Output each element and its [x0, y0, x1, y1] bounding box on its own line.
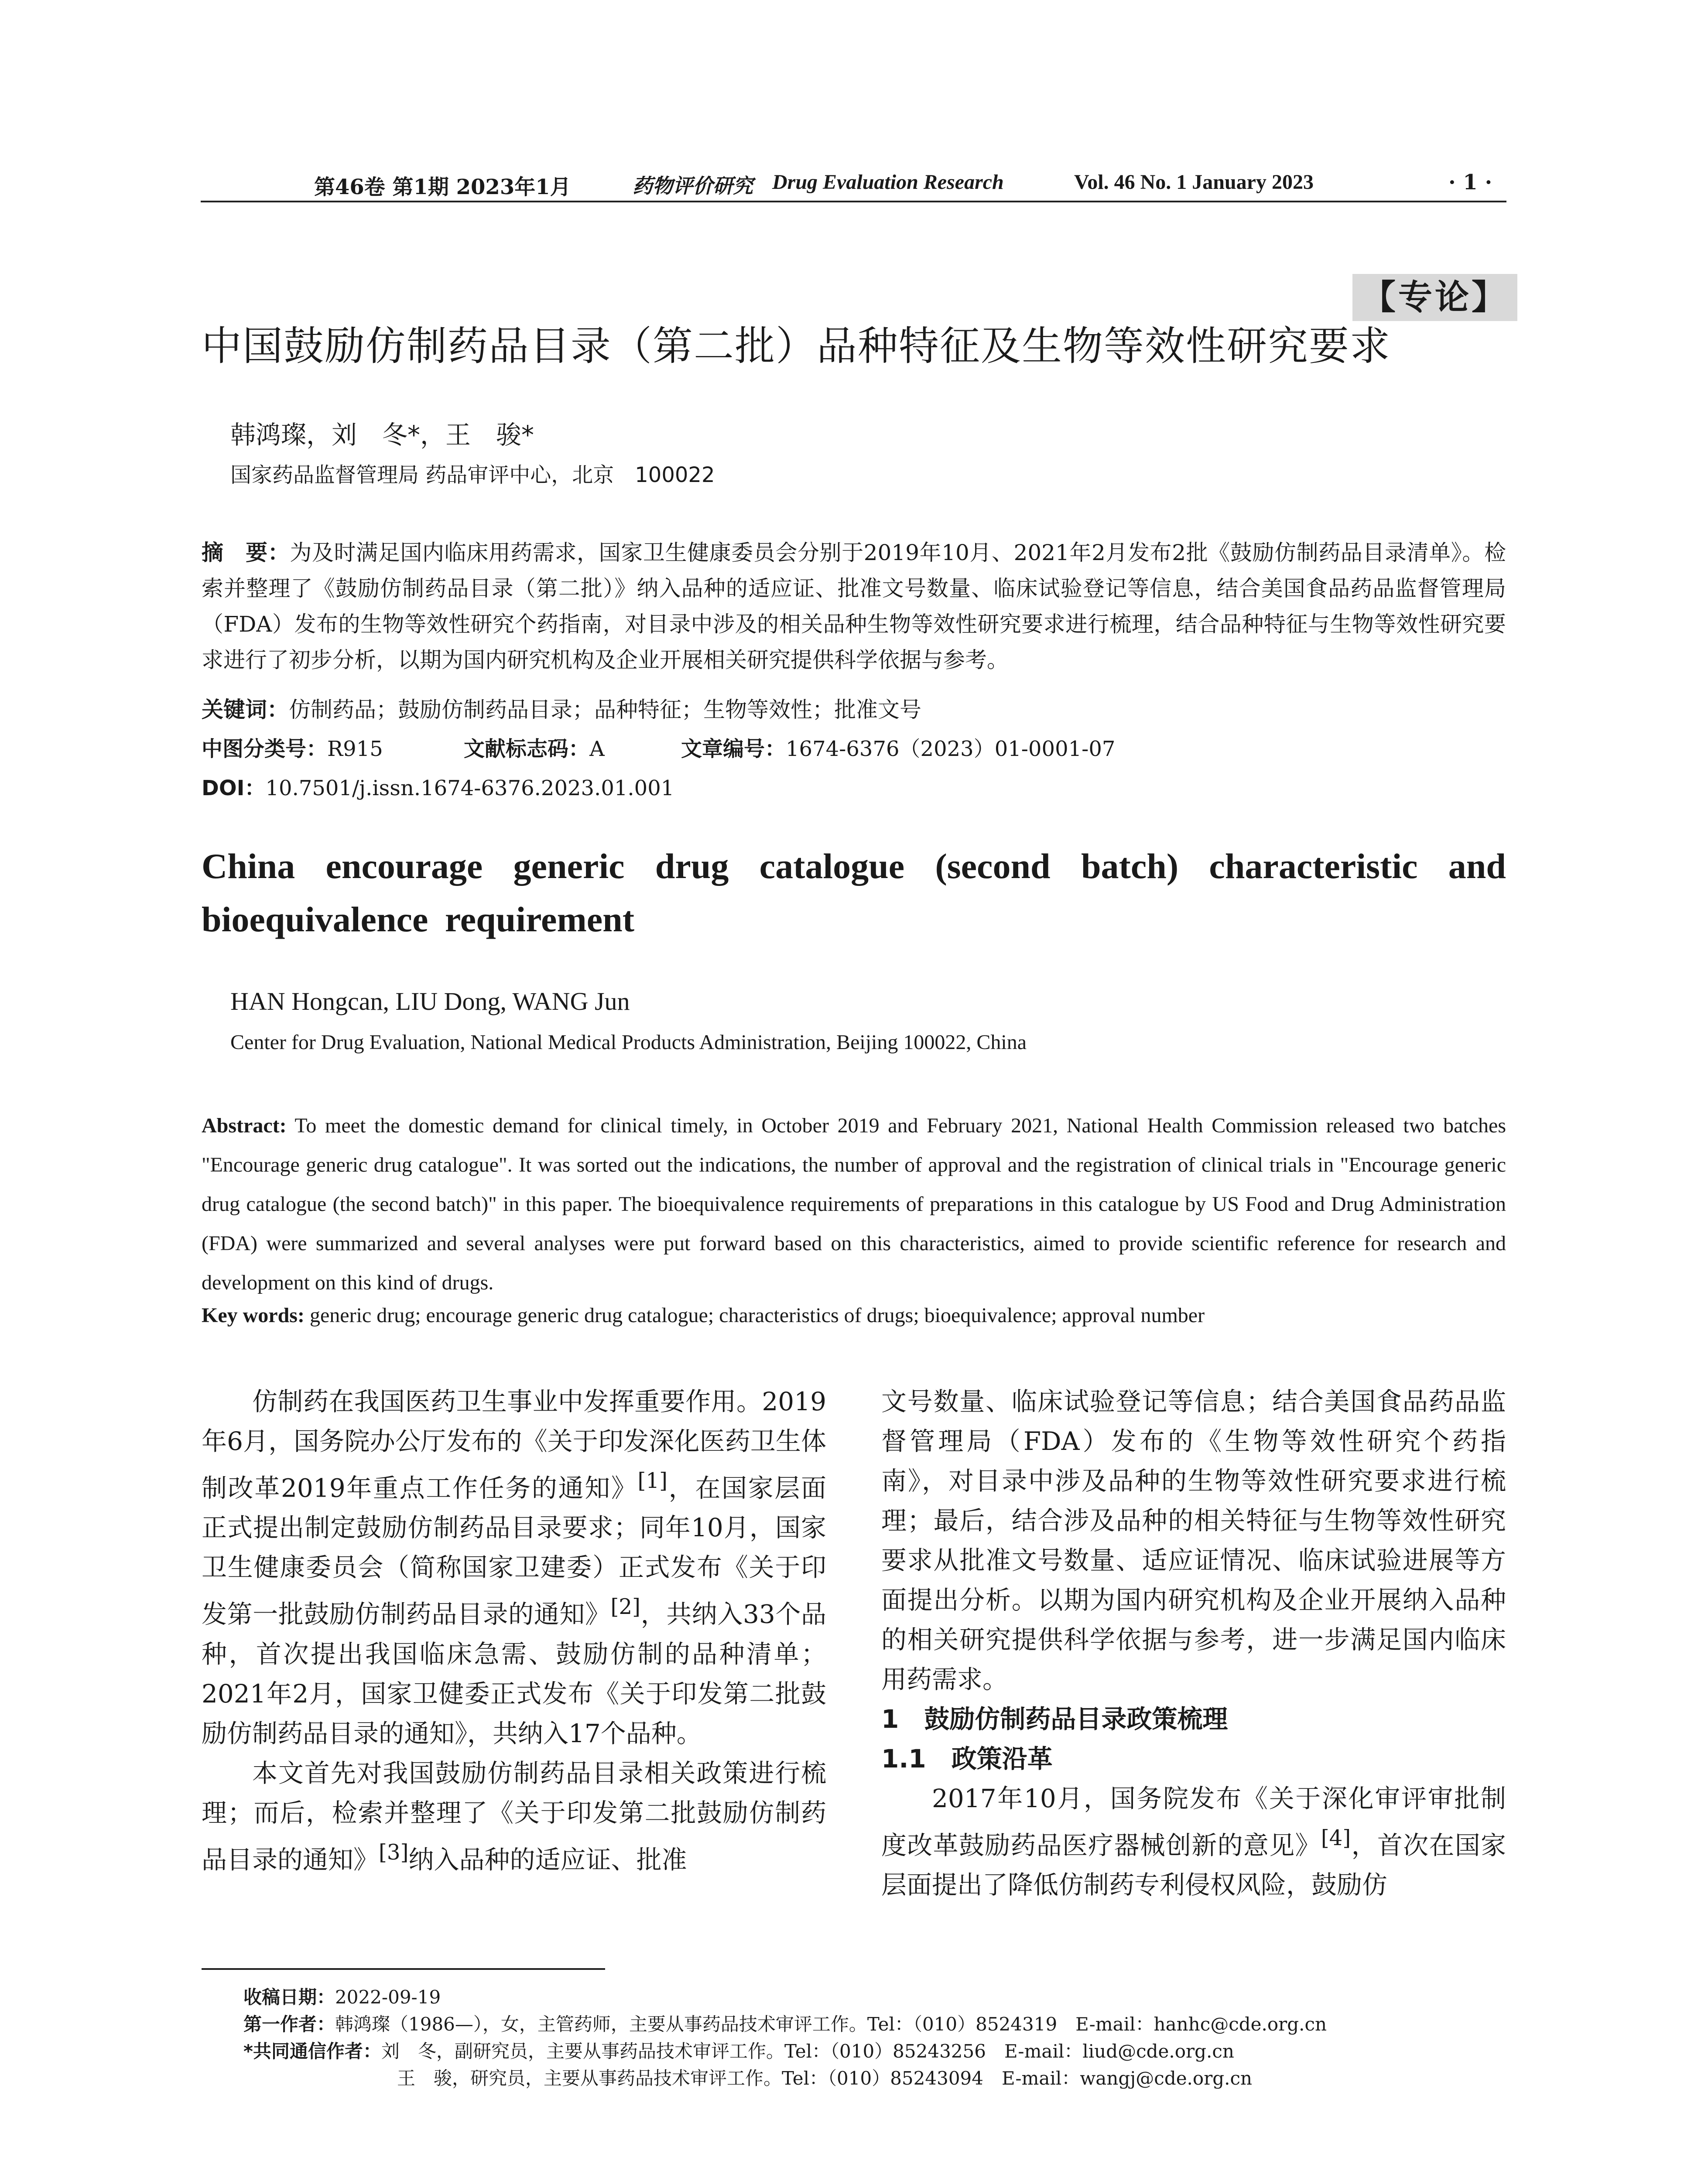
keywords-en-text: generic drug; encourage generic drug catalogue; characteristics of drugs; bioequivalence; approval number [309, 1304, 1205, 1327]
classification-line [202, 732, 1115, 762]
doc-code-value: A [589, 737, 605, 761]
doi-label: DOI： [202, 776, 266, 800]
footnote-rule [202, 1968, 605, 1970]
body-paragraph-3: 文号数量、临床试验登记等信息；结合美国食品药品监督管理局（FDA）发布的《生物等效性研究个药指南》，对目录中涉及品种的生物等效性研究要求进行梳理；最后，结合涉及品种的相关特征与生物等效性研究要求从批准文号数量、适应证情况、临床试验进展等方面提出分析。以期为国内研究机构及企业开展纳入品种的相关研究提供科学依据与参考，进一步满足国内临床用药需求。 [881, 1387, 1506, 1694]
keywords-cn-label: 关键词： [202, 697, 289, 722]
body-column-right [881, 1382, 1506, 1905]
body-column-left [202, 1382, 826, 1880]
abstract-en-text: To meet the domestic demand for clinical timely, in October 2019 and February 2021, National Health Commission released two batches "Encourage generic drug catalogue". It was sorted out the indications, the number of approval and the registration of clinical trials in "Encourage generic drug catalogue (the second batch)" in this paper. The bioequivalence requirements of preparations in this catalogue by US Food and Drug Administration (FDA) were summarized and several analyses were put forward based on this characteristics, aimed to provide scientific reference for research and development on this kind of drugs. [202, 1114, 1506, 1294]
authors-en: HAN Hongcan, LIU Dong, WANG Jun [230, 987, 630, 1015]
citation-ref: [1] [637, 1469, 668, 1493]
affiliation-en: Center for Drug Evaluation, National Medical Products Administration, Beijing 100022, China [230, 1031, 1027, 1054]
section-tag: 【专论】 [1352, 274, 1517, 321]
title-cn: 中国鼓励仿制药品目录（第二批）品种特征及生物等效性研究要求 [202, 323, 1391, 369]
title-en: China encourage generic drug catalogue (second batch) characteristic and bioequivalence requirement [202, 846, 1506, 939]
authors-cn: 韩鸿璨，刘 冬*，王 骏* [230, 420, 534, 450]
issue-en: Vol. 46 No. 1 January 2023 [1074, 171, 1314, 194]
abstract-en [202, 1106, 1506, 1302]
page-number: · 1 · [1448, 170, 1492, 195]
keywords-cn [202, 692, 1506, 728]
footnote-received: 收稿日期：2022-09-19 [243, 1986, 441, 2008]
footnote-corresponding: *共同通信作者：刘 冬，副研究员，主要从事药品技术审评工作。Tel：（010）85243256 E-mail：liud@cde.org.cn [243, 2041, 1234, 2062]
abstract-en-label: Abstract: [202, 1114, 287, 1137]
header-rule [201, 201, 1506, 202]
article-no-label: 文章编号： [681, 737, 786, 761]
section-heading-1-1: 1.1 政策沿革 [881, 1744, 1053, 1774]
citation-ref: [2] [610, 1595, 641, 1620]
journal-logo-cn: 药物评价研究 [633, 174, 753, 198]
doc-code-label: 文献标志码： [464, 737, 590, 761]
affiliation-cn: 国家药品监督管理局 药品审评中心，北京 100022 [230, 463, 715, 487]
doi-line [202, 771, 674, 801]
issue-cn: 第46卷 第1期 2023年1月 [314, 175, 571, 199]
abstract-cn-text: 为及时满足国内临床用药需求，国家卫生健康委员会分别于2019年10月、2021年2月发布2批《鼓励仿制药品目录清单》。检索并整理了《鼓励仿制药品目录（第二批）》纳入品种的适应证、批准文号数量、临床试验登记等信息，结合美国食品药品监督管理局（FDA）发布的生物等效性研究个药指南，对目录中涉及的相关品种生物等效性研究要求进行梳理，结合品种特征与生物等效性研究要求进行了初步分析，以期为国内研究机构及企业开展相关研究提供科学依据与参考。 [202, 540, 1506, 673]
body-paragraph-4: 2017年10月，国务院发布《关于深化审评审批制度改革鼓励药品医疗器械创新的意见》[4]，首次在国家层面提出了降低仿制药专利侵权风险，鼓励仿 [881, 1784, 1506, 1900]
article-no-value: 1674-6376（2023）01-0001-07 [786, 737, 1116, 761]
keywords-en [202, 1303, 1506, 1327]
abstract-cn-label: 摘 要： [202, 540, 290, 565]
body-paragraph-2: 本文首先对我国鼓励仿制药品目录相关政策进行梳理；而后，检索并整理了《关于印发第二批鼓励仿制药品目录的通知》[3]纳入品种的适应证、批准 [202, 1758, 826, 1874]
journal-name-en: Drug Evaluation Research [772, 171, 1004, 194]
abstract-cn [202, 535, 1506, 678]
running-header [202, 170, 1510, 199]
citation-ref: [3] [379, 1840, 409, 1865]
clc-label: 中图分类号： [202, 737, 328, 761]
citation-ref: [4] [1321, 1826, 1351, 1850]
keywords-cn-text: 仿制药品；鼓励仿制药品目录；品种特征；生物等效性；批准文号 [289, 697, 921, 722]
body-paragraph-1: 仿制药在我国医药卫生事业中发挥重要作用。2019年6月，国务院办公厅发布的《关于印发深化医药卫生体制改革2019年重点工作任务的通知》[1]，在国家层面正式提出制定鼓励仿制药品目录要求；同年10月，国家卫生健康委员会（简称国家卫建委）正式发布《关于印发第一批鼓励仿制药品目录的通知》[2]，共纳入33个品种，首次提出我国临床急需、鼓励仿制的品种清单；2021年2月，国家卫健委正式发布《关于印发第二批鼓励仿制药品目录的通知》，共纳入17个品种。 [202, 1387, 826, 1748]
footnote-first-author: 第一作者：韩鸿璨（1986—），女，主管药师，主要从事药品技术审评工作。Tel：（010）8524319 E-mail：hanhc@cde.org.cn [243, 2013, 1327, 2035]
keywords-en-label: Key words: [202, 1304, 305, 1327]
section-heading-1: 1 鼓励仿制药品目录政策梳理 [881, 1704, 1228, 1734]
clc-value: R915 [327, 737, 383, 761]
footnote-corresponding-2: 王 骏，研究员，主要从事药品技术审评工作。Tel：（010）85243094 E-mail：wangj@cde.org.cn [397, 2068, 1253, 2089]
doi-value: 10.7501/j.issn.1674-6376.2023.01.001 [265, 776, 674, 800]
